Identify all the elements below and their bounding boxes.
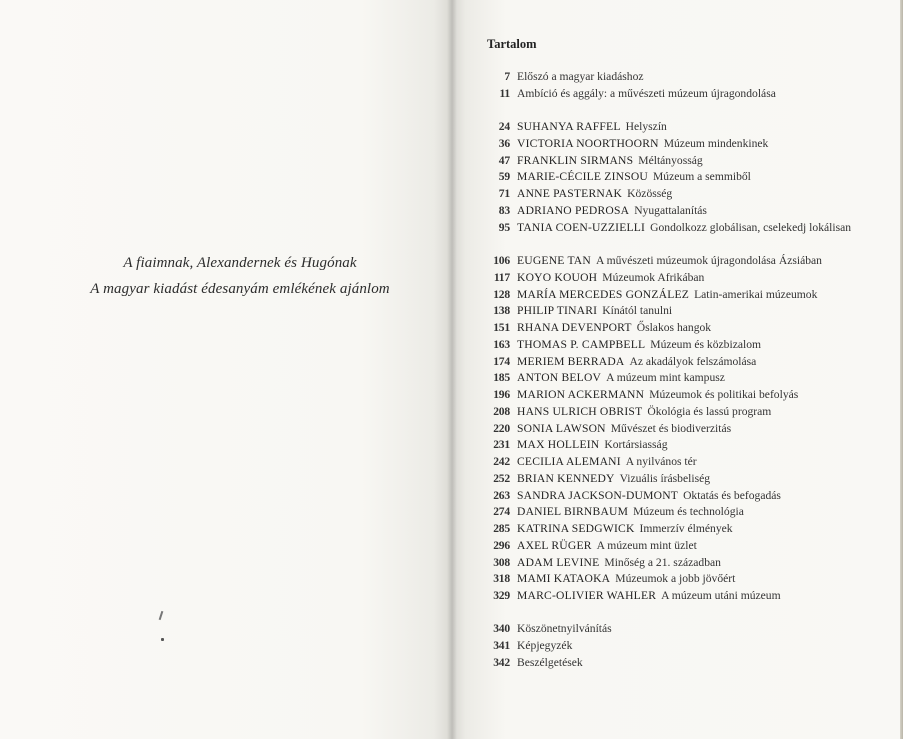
toc-author: MERIEM BERRADA	[517, 354, 625, 368]
toc-row	[470, 303, 890, 320]
toc-entry	[517, 370, 890, 387]
toc-entry	[517, 136, 890, 153]
toc-chapter-title: A múzeum mint kampusz	[606, 371, 725, 385]
toc-page-number: 318	[493, 572, 510, 586]
toc-page-number: 220	[493, 421, 510, 435]
toc-row	[470, 119, 890, 136]
toc-page-number: 342	[493, 655, 510, 669]
toc-chapter-title: Képjegyzék	[517, 638, 573, 652]
toc-row	[470, 69, 890, 86]
toc-entries	[470, 119, 890, 605]
toc-row	[470, 555, 890, 572]
book-gutter	[447, 0, 457, 739]
toc-page-number: 340	[493, 622, 510, 635]
dedication	[40, 250, 440, 302]
toc-page-number: 285	[493, 522, 510, 535]
toc-page-number: 117	[493, 270, 510, 284]
toc-chapter-title: Művészet és biodiverzitás	[610, 421, 732, 435]
toc-chapter-title: Ambíció és aggály: a művészeti múzeum újragondolása	[517, 86, 776, 100]
toc-page-number: 7	[504, 70, 510, 83]
toc-author: SONIA LAWSON	[517, 421, 606, 435]
dedication-line: A fiaimnak, Alexandernek és Hugónak	[123, 255, 357, 271]
toc-row	[470, 287, 890, 304]
toc-page-number: 128	[493, 287, 510, 301]
toc-author: MARIE-CÉCILE ZINSOU	[517, 170, 648, 184]
toc-author: ANNE PASTERNAK	[517, 187, 623, 200]
toc-entry	[517, 69, 890, 86]
toc-page-number: 242	[493, 455, 510, 468]
toc-page-number: 59	[498, 170, 510, 184]
toc-author: VICTORIA NOORTHOORN	[517, 136, 659, 150]
toc-author: MARÍA MERCEDES GONZÁLEZ	[517, 287, 690, 301]
toc-chapter-title: Oktatás és befogadás	[683, 488, 781, 502]
toc-entry	[517, 655, 890, 672]
toc-page-number: 24	[498, 120, 510, 133]
toc-page-number: 185	[493, 371, 510, 385]
toc-author: FRANKLIN SIRMANS	[517, 153, 634, 167]
toc-author: ADRIANO PEDROSA	[517, 203, 630, 217]
toc-row	[470, 471, 890, 488]
toc-entry	[517, 387, 890, 404]
toc-row	[470, 220, 890, 254]
toc-title: Tartalom	[487, 37, 537, 51]
toc-entry	[517, 421, 890, 438]
toc-row	[470, 337, 890, 354]
toc-author: HANS ULRICH OBRIST	[517, 404, 643, 418]
toc-page-number: 308	[493, 555, 510, 569]
toc-page-number: 252	[493, 471, 510, 485]
toc-page-number: 231	[493, 438, 510, 452]
toc-row	[470, 203, 890, 220]
toc-page-number: 36	[498, 136, 510, 150]
toc-chapter-title: Vizuális írásbeliség	[619, 471, 711, 485]
toc-chapter-title: Ökológia és lassú program	[647, 404, 772, 418]
toc-chapter-title: Múzeum és közbizalom	[650, 337, 762, 351]
toc-page-number: 174	[493, 354, 510, 368]
toc-row	[470, 571, 890, 588]
toc-page-number: 329	[493, 589, 510, 602]
toc-entry	[517, 119, 890, 136]
toc-entry	[517, 621, 890, 638]
dot-mark	[161, 638, 164, 641]
toc-chapter-title: Beszélgetések	[517, 655, 583, 669]
toc-row	[470, 253, 890, 270]
toc-chapter-title: Közösség	[627, 187, 673, 200]
toc-row	[470, 621, 890, 638]
toc-entry	[517, 270, 890, 287]
toc-row	[470, 169, 890, 186]
toc-page-number: 95	[498, 220, 510, 234]
toc-entry	[517, 504, 890, 521]
toc-chapter-title: A művészeti múzeumok újragondolása Ázsiában	[595, 254, 822, 267]
toc-entry	[517, 253, 890, 270]
toc-row	[470, 538, 890, 555]
toc-chapter-title: Kortársiasság	[604, 438, 668, 452]
toc-entry	[517, 571, 890, 588]
toc-page-number: 341	[493, 638, 510, 652]
toc-row	[470, 504, 890, 521]
toc-page-number: 196	[493, 388, 510, 401]
toc-author: MAX HOLLEIN	[517, 438, 600, 452]
toc-author: ANTON BELOV	[517, 371, 602, 385]
toc-row	[470, 655, 890, 672]
toc-chapter-title: Köszönetnyilvánítás	[517, 622, 612, 635]
toc-page-number: 83	[498, 203, 510, 217]
toc-chapter-title: Múzeumok Afrikában	[602, 270, 705, 284]
toc-page-number: 47	[498, 153, 510, 167]
toc-row	[470, 454, 890, 471]
toc-entry	[517, 454, 890, 471]
toc-chapter-title: Helyszín	[625, 120, 667, 133]
toc-row	[470, 488, 890, 505]
toc-author: KOYO KOUOH	[517, 270, 598, 284]
toc-chapter-title: Minőség a 21. században	[604, 555, 721, 569]
toc-row	[470, 186, 890, 203]
toc-chapter-title: Múzeum mindenkinek	[663, 136, 769, 150]
toc-author: RHANA DEVENPORT	[517, 321, 632, 334]
toc-chapter-title: Múzeum a semmiből	[653, 170, 751, 184]
toc-chapter-title: Az akadályok felszámolása	[629, 354, 757, 368]
toc-entry	[517, 203, 890, 220]
toc-row	[470, 521, 890, 538]
toc-chapter-title: Múzeumok a jobb jövőért	[615, 572, 736, 586]
toc-author: AXEL RÜGER	[517, 538, 592, 552]
toc-author: MARION ACKERMANN	[517, 388, 645, 401]
toc-page-number: 274	[493, 505, 510, 519]
toc-row	[470, 270, 890, 287]
toc-entry	[517, 153, 890, 170]
toc-chapter-title: Immerzív élmények	[639, 522, 733, 535]
toc-chapter-title: Múzeum és technológia	[633, 505, 744, 519]
toc-entry	[517, 521, 890, 538]
toc-author: BRIAN KENNEDY	[517, 471, 615, 485]
toc-page-number: 296	[493, 538, 510, 552]
toc-entry	[517, 488, 890, 505]
toc-row	[470, 86, 890, 103]
toc-row	[470, 588, 890, 605]
toc-page-number: 71	[498, 187, 510, 200]
toc-entry	[517, 437, 890, 454]
toc-entry	[517, 169, 890, 186]
toc-author: KATRINA SEDGWICK	[517, 522, 635, 535]
toc-entry	[517, 303, 890, 320]
toc-entry	[517, 337, 890, 354]
toc-entry	[517, 538, 890, 555]
toc-author: EUGENE TAN	[517, 254, 591, 267]
toc-row	[470, 638, 890, 655]
toc-author: SANDRA JACKSON-DUMONT	[517, 488, 679, 502]
toc-entry	[517, 220, 890, 254]
toc-chapter-title: Múzeumok és politikai befolyás	[649, 388, 799, 401]
toc-row	[470, 136, 890, 153]
toc-author: PHILIP TINARI	[517, 304, 598, 318]
toc-page-number: 263	[493, 488, 510, 502]
toc-author: MAMI KATAOKA	[517, 572, 611, 586]
toc-page-number: 163	[493, 337, 510, 351]
toc-entry	[517, 287, 890, 304]
toc-row	[470, 370, 890, 387]
toc-appendix	[470, 621, 890, 671]
toc-page-number: 106	[493, 254, 510, 267]
toc-entry	[517, 555, 890, 572]
toc-chapter-title: A nyilvános tér	[625, 455, 697, 468]
toc-row	[470, 437, 890, 454]
toc-chapter-title: Latin-amerikai múzeumok	[694, 287, 818, 301]
toc-chapter-title: Őslakos hangok	[636, 321, 712, 334]
toc-author: SUHANYA RAFFEL	[517, 120, 621, 133]
toc-intro	[470, 69, 890, 103]
toc-page-number: 138	[493, 304, 510, 318]
toc-author: CECILIA ALEMANI	[517, 455, 621, 468]
toc-entry	[517, 588, 890, 605]
toc-chapter-title: A múzeum utáni múzeum	[661, 589, 781, 602]
toc-entry	[517, 638, 890, 655]
toc-row	[470, 387, 890, 404]
toc-entry	[517, 471, 890, 488]
toc-entry	[517, 354, 890, 371]
toc-chapter-title: A múzeum mint üzlet	[596, 538, 697, 552]
toc-chapter-title: Előszó a magyar kiadáshoz	[517, 70, 644, 83]
toc-author: DANIEL BIRNBAUM	[517, 505, 629, 519]
toc-entry	[517, 320, 890, 337]
toc-row	[470, 354, 890, 371]
toc-author: ADAM LEVINE	[517, 555, 600, 569]
toc-row	[470, 421, 890, 438]
toc-author: THOMAS P. CAMPBELL	[517, 337, 646, 351]
toc-chapter-title: Gondolkozz globálisan, cselekedj lokálisan	[650, 220, 852, 234]
toc-page-number: 11	[499, 86, 510, 100]
toc-chapter-title: Nyugattalanítás	[634, 203, 707, 217]
toc-author: TANIA COEN-UZZIELLI	[517, 220, 646, 234]
toc-page-number: 208	[493, 404, 510, 418]
toc-chapter-title: Méltányosság	[638, 153, 703, 167]
toc-entry	[517, 186, 890, 203]
toc-entry	[517, 86, 890, 103]
toc-author: MARC-OLIVIER WAHLER	[517, 589, 657, 602]
toc-row	[470, 320, 890, 337]
toc-row	[470, 153, 890, 170]
toc-row	[470, 404, 890, 421]
toc-page-number: 151	[493, 321, 510, 334]
dedication-line: A magyar kiadást édesanyám emlékének ajánlom	[90, 281, 390, 297]
toc-chapter-title: Kínától tanulni	[602, 304, 673, 318]
toc-entry	[517, 404, 890, 421]
